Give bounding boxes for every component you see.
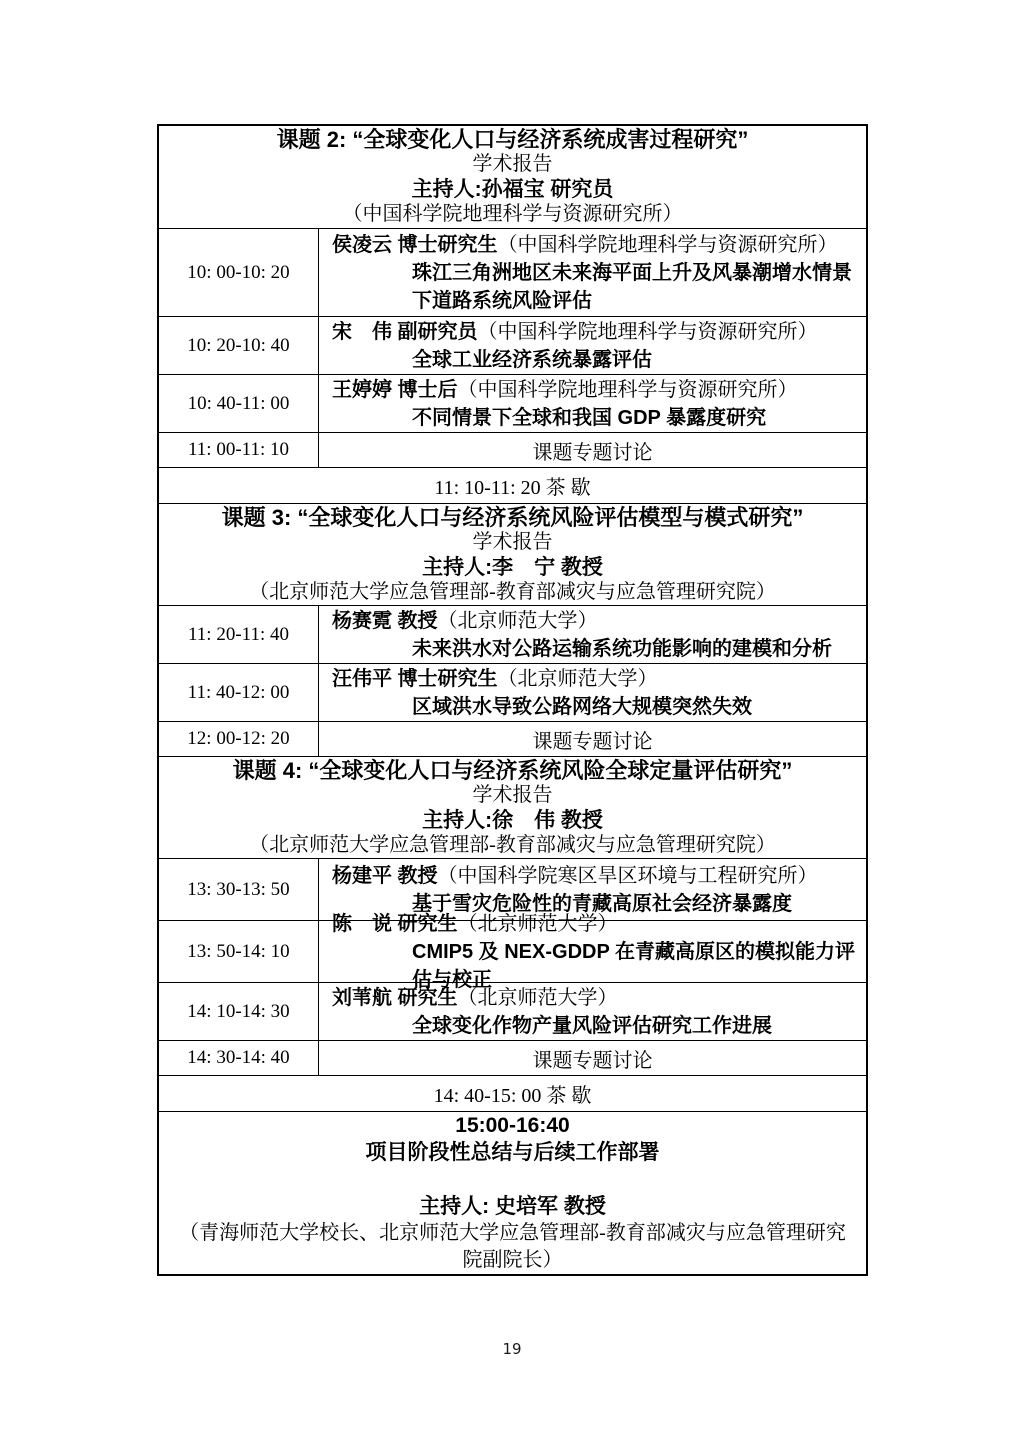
talk-row: [159, 663, 866, 721]
speaker-line: [332, 376, 858, 404]
time-cell: 14: 10-14: 30: [159, 983, 319, 1040]
time-cell: 11: 40-12: 00: [159, 664, 319, 721]
speaker-line: [332, 665, 858, 693]
talk-row: [159, 605, 866, 663]
discussion-label: 课题专题讨论: [532, 441, 653, 464]
closing-chair: 主持人: 史培军 教授: [419, 1195, 606, 1218]
time-cell: 11: 00-11: 10: [159, 433, 319, 467]
session-chair: 主持人:孙福宝 研究员: [411, 178, 614, 201]
speaker-name: 宋 伟 副研究员: [332, 320, 478, 343]
speaker-line: [332, 231, 858, 259]
session-affiliation: （中国科学院地理科学与资源研究所）: [342, 203, 683, 225]
discussion-row: [159, 432, 866, 467]
page-number: 19: [502, 1340, 522, 1358]
speaker-line: [332, 984, 858, 1012]
discussion-row: [159, 721, 866, 756]
talk-title: 珠江三角洲地区未来海平面上升及风暴潮增水情景下道路系统风险评估: [412, 261, 852, 312]
time-cell: 13: 30-13: 50: [159, 859, 319, 920]
talk-row: [159, 316, 866, 374]
speaker-affiliation: （中国科学院地理科学与资源研究所）: [457, 378, 798, 401]
talk-title: 全球变化作物产量风险评估研究工作进展: [412, 1014, 772, 1037]
session-chair: 主持人:李 宁 教授: [422, 555, 603, 579]
agenda-table: [157, 124, 868, 1276]
discussion-row: [159, 1040, 866, 1075]
talk-cell: [319, 375, 866, 432]
tea-break-row: 14: 40-15: 00 茶 歇: [159, 1075, 866, 1111]
talk-title: 全球工业经济系统暴露评估: [412, 348, 652, 371]
talk-cell: [319, 983, 866, 1040]
talk-title: 未来洪水对公路运输系统功能影响的建模和分析: [412, 637, 832, 660]
talk-cell: [319, 912, 866, 991]
closing-title: 项目阶段性总结与后续工作部署: [365, 1141, 660, 1164]
discussion-label: 课题专题讨论: [532, 1049, 653, 1072]
speaker-affiliation: （北京师范大学）: [457, 986, 618, 1009]
speaker-name: 杨赛霓 教授: [332, 609, 438, 632]
talk-cell: [319, 317, 866, 374]
talk-cell: [319, 664, 866, 721]
closing-time: 15:00-16:40: [455, 1114, 570, 1137]
session-header-row: [159, 503, 866, 605]
time-cell: 10: 20-10: 40: [159, 317, 319, 374]
speaker-line: [332, 607, 858, 635]
speaker-affiliation: （中国科学院地理科学与资源研究所）: [477, 320, 818, 343]
session-affiliation: （北京师范大学应急管理部-教育部减灾与应急管理研究院）: [249, 833, 776, 856]
session-subtitle: 学术报告: [472, 530, 553, 553]
session-header-row: [159, 756, 866, 858]
talk-cell: [319, 606, 866, 663]
speaker-affiliation: （中国科学院地理科学与资源研究所）: [497, 233, 838, 256]
speaker-name: 陈 说 研究生: [332, 912, 458, 935]
time-cell: 10: 40-11: 00: [159, 375, 319, 432]
session-affiliation: （北京师范大学应急管理部-教育部减灾与应急管理研究院）: [249, 580, 776, 603]
speaker-line: [332, 910, 858, 938]
session-title: 课题 2: “全球变化人口与经济系统成害过程研究”: [276, 127, 749, 152]
speaker-name: 杨建平 教授: [332, 864, 438, 887]
closing-affiliation: （青海师范大学校长、北京师范大学应急管理部-教育部减灾与应急管理研究院副院长）: [179, 1222, 846, 1271]
talk-title: 区域洪水导致公路网络大规模突然失效: [412, 695, 752, 718]
session-subtitle: 学术报告: [472, 783, 553, 806]
speaker-line: [332, 318, 858, 346]
speaker-line: [332, 862, 858, 890]
speaker-affiliation: （北京师范大学）: [497, 667, 658, 690]
time-cell: 13: 50-14: 10: [159, 921, 319, 982]
session-title: 课题 3: “全球变化人口与经济系统风险评估模型与模式研究”: [221, 504, 804, 530]
session-title: 课题 4: “全球变化人口与经济系统风险全球定量评估研究”: [232, 757, 793, 783]
talk-row: [159, 228, 866, 316]
discussion-label: 课题专题讨论: [532, 730, 653, 753]
speaker-name: 汪伟平 博士研究生: [332, 667, 498, 690]
speaker-affiliation: （中国科学院寒区旱区环境与工程研究所）: [437, 864, 818, 887]
speaker-affiliation: （北京师范大学）: [457, 912, 618, 935]
time-cell: 14: 30-14: 40: [159, 1041, 319, 1075]
speaker-affiliation: （北京师范大学）: [437, 609, 598, 632]
time-cell: 12: 00-12: 20: [159, 722, 319, 756]
session-header-row: [159, 126, 866, 228]
tea-break-row: 11: 10-11: 20 茶 歇: [159, 467, 866, 503]
speaker-name: 侯凌云 博士研究生: [332, 233, 498, 256]
talk-title: 不同情景下全球和我国 GDP 暴露度研究: [412, 406, 767, 429]
closing-session-row: [159, 1111, 866, 1274]
talk-cell: [319, 229, 866, 316]
session-subtitle: 学术报告: [472, 153, 553, 175]
talk-title: CMIP5 及 NEX-GDDP 在青藏高原区的模拟能力评估与校正: [412, 940, 855, 991]
talk-title: 基于雪灾危险性的青藏高原社会经济暴露度: [412, 892, 792, 915]
time-cell: 11: 20-11: 40: [159, 606, 319, 663]
session-chair: 主持人:徐 伟 教授: [422, 808, 603, 832]
time-cell: 10: 00-10: 20: [159, 229, 319, 316]
speaker-name: 王婷婷 博士后: [332, 378, 458, 401]
talk-row: [159, 982, 866, 1040]
talk-row: [159, 912, 866, 991]
speaker-name: 刘苇航 研究生: [332, 986, 458, 1009]
talk-row: [159, 374, 866, 432]
